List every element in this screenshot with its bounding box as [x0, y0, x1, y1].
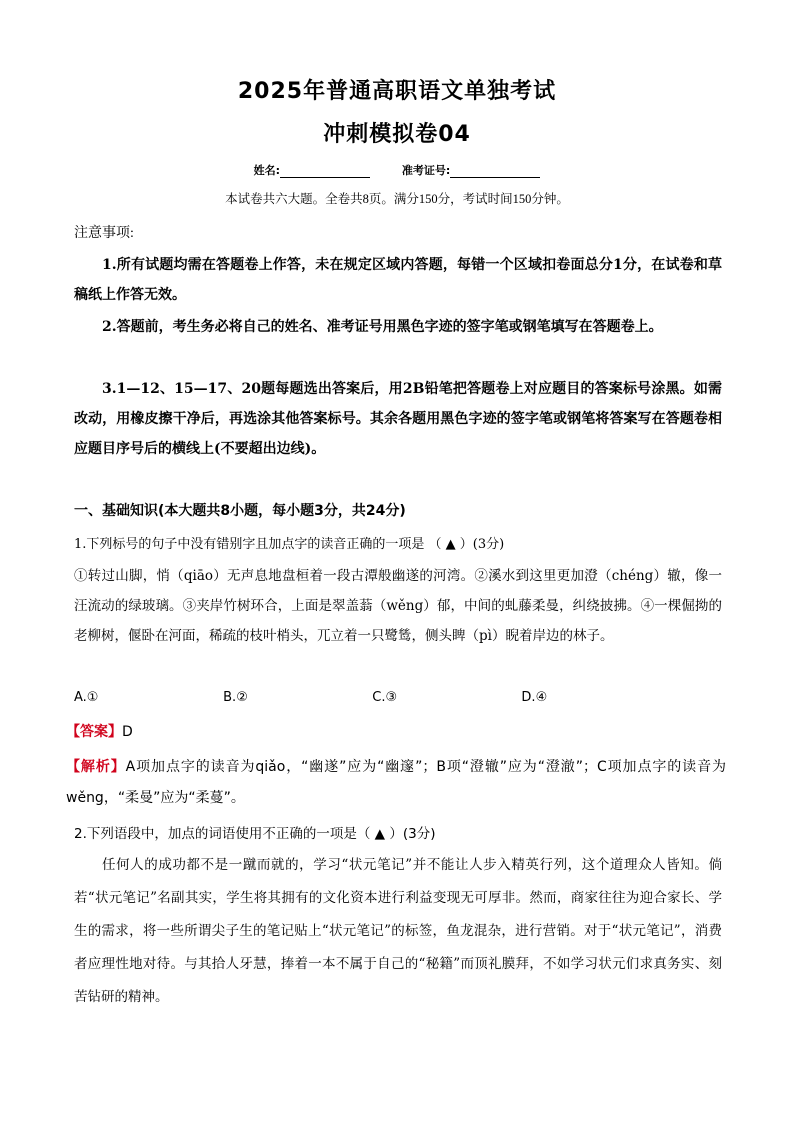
section-heading: 一、基础知识(本大题共8小题，每小题3分，共24分) [74, 503, 406, 519]
answer-line [66, 721, 133, 741]
analysis-label: 【解析】 [66, 759, 126, 775]
analysis-text: A项加点字的读音为qiǎo，“幽遂”应为“幽邃”；B项“澄辙”应为“澄澈”；C项加点字的读音为wěng，“柔曼”应为“柔蔓”。 [66, 759, 726, 806]
notice-item-1: 1.所有试题均需在答题卷上作答，未在规定区域内答题，每错一个区域扣卷面总分1分，在试卷和草稿纸上作答无效。 [74, 257, 722, 303]
notice-item-2: 2.答题前，考生务必将自己的姓名、准考证号用黑色字迹的签字笔或钢笔填写在答题卷上。 [102, 319, 663, 335]
name-label: 姓名: [253, 164, 281, 177]
answer-label: 【答案】 [66, 724, 122, 740]
name-blank[interactable] [280, 165, 370, 178]
analysis-block [66, 752, 726, 814]
option-b: B.② [223, 690, 248, 705]
exam-id-blank[interactable] [450, 165, 540, 178]
option-d: D.④ [521, 690, 548, 705]
option-c: C.③ [372, 690, 398, 705]
notice-item-3: 3.1—12、15—17、20题每题选出答案后，用2B铅笔把答题卷上对应题目的答案标号涂黑。如需改动，用橡皮擦干净后，再选涂其他答案标号。其余各题用黑色字迹的签字笔或钢笔将答案写在答题卷相应题目序号后的横线上(不要超出边线)。 [74, 381, 722, 457]
option-a: A.① [74, 690, 99, 705]
exam-title: 2025年普通高职语文单独考试 [237, 79, 557, 104]
candidate-info-row [0, 162, 794, 178]
question-1-body: ①转过山脚，悄（qiāo）无声息地盘桓着一段古潭般幽遂的河湾。②溪水到这里更加澄（chéng）辙，像一汪流动的绿玻璃。③夹岸竹树环合，上面是翠盖蓊（wěng）郁，中间的虬藤柔曼，纠绕披拂。④一棵倔拗的老柳树，偃卧在河面，稀疏的枝叶梢头，兀立着一只鹭鸶，侧头睥（pì）睨着岸边的林子。 [74, 568, 722, 644]
question-1-stem: 1.下列标号的句子中没有错别字且加点字的读音正确的一项是 （ ▲ ）(3分) [74, 537, 505, 552]
exam-id-label: 准考证号: [401, 164, 451, 177]
exam-subtitle: 冲刺模拟卷04 [323, 122, 471, 147]
question-2-body: 任何人的成功都不是一蹴而就的，学习“状元笔记”并不能让人步入精英行列，这个道理众人皆知。倘若“状元笔记”名副其实，学生将其拥有的文化资本进行利益变现无可厚非。然而，商家往往为迎合家长、学生的需求，将一些所谓尖子生的笔记贴上“状元笔记”的标签，鱼龙混杂，进行营销。对于“状元笔记”，消费者应理性地对待。与其拾人牙慧，捧着一本不属于自己的“秘籍”而顶礼膜拜，不如学习状元们求真务实、刻苦钻研的精神。 [74, 857, 722, 1005]
exam-intro: 本试卷共六大题。全卷共8页。满分150分，考试时间150分钟。 [225, 192, 569, 206]
notice-heading: 注意事项: [74, 226, 134, 241]
question-2-stem: 2.下列语段中，加点的词语使用不正确的一项是（ ▲ ）(3分) [74, 826, 436, 842]
question-1-options [74, 690, 722, 705]
answer-value: D [122, 724, 133, 740]
